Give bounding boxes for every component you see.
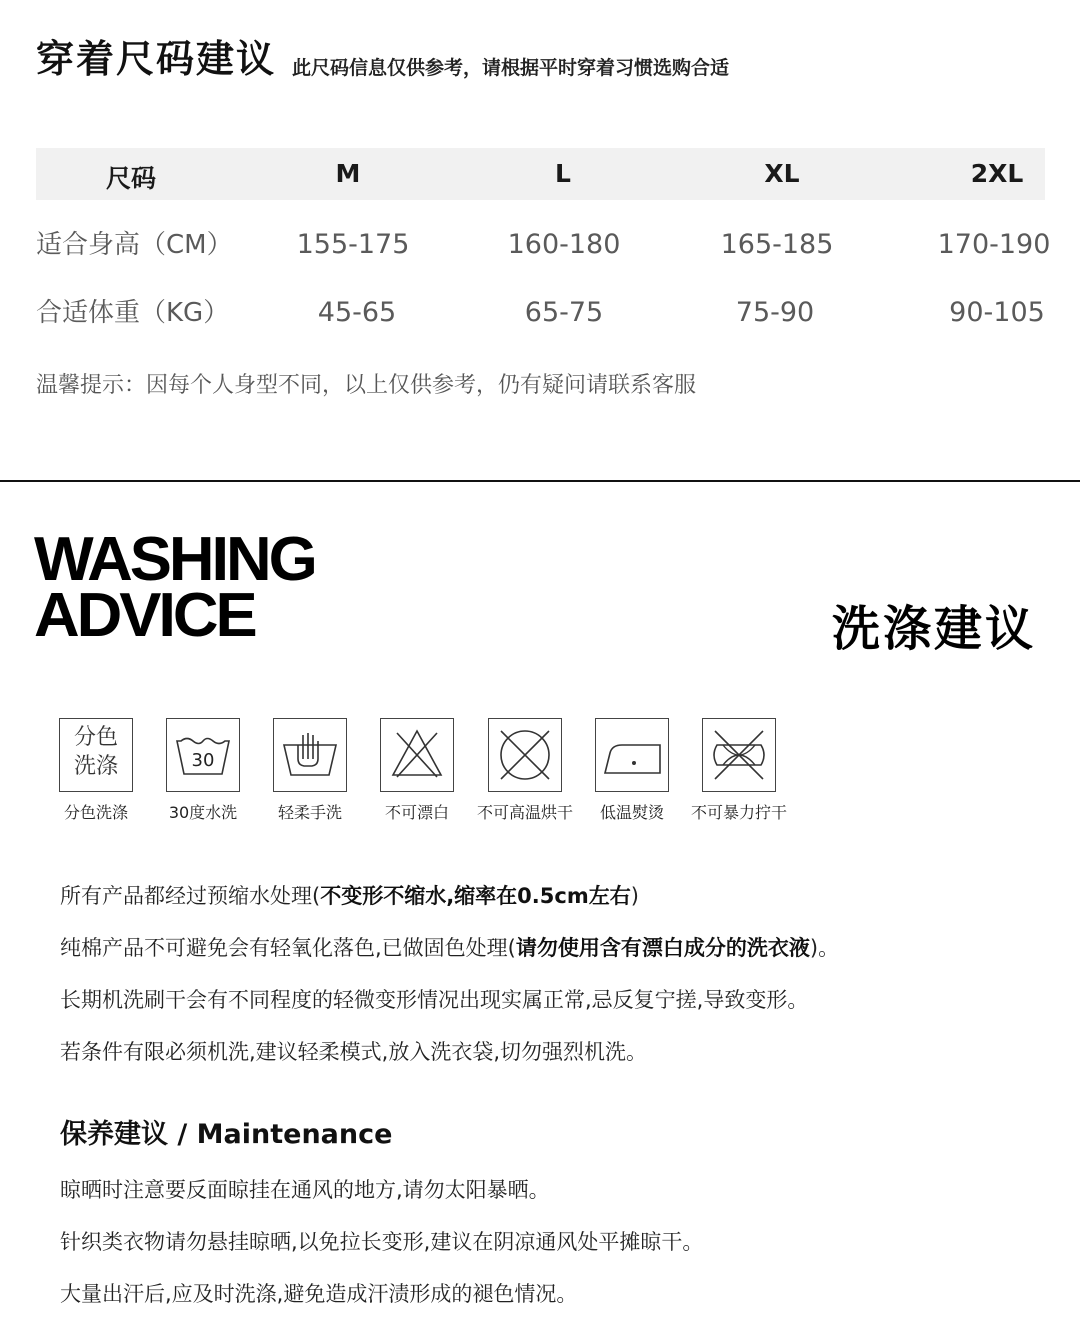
low-iron-icon bbox=[595, 718, 669, 792]
weight-m: 45-65 bbox=[317, 297, 397, 328]
section-divider bbox=[0, 480, 1080, 482]
care-label-no-wring: 不可暴力拧干 bbox=[690, 803, 787, 822]
maintenance-line-2: 针织类衣物请勿悬挂晾晒,以免拉长变形,建议在阴凉通风处平摊晾干。 bbox=[60, 1230, 704, 1254]
height-row-label: 适合身高（CM） bbox=[36, 230, 233, 260]
maintenance-title: 保养建议 / Maintenance bbox=[60, 1119, 393, 1150]
maintenance-line-3: 大量出汗后,应及时洗涤,避免造成汗渍形成的褪色情况。 bbox=[60, 1282, 578, 1306]
size-section-title: 穿着尺码建议 bbox=[36, 37, 277, 81]
wash-paragraph-2: 纯棉产品不可避免会有轻氧化落色,已做固色处理(请勿使用含有漂白成分的洗衣液)。 bbox=[60, 936, 840, 960]
size-header-xl: XL bbox=[764, 159, 800, 188]
washing-title-en-line2: ADVICE bbox=[34, 581, 255, 650]
weight-l: 65-75 bbox=[524, 297, 604, 328]
weight-xl: 75-90 bbox=[735, 297, 815, 328]
size-header-l: L bbox=[555, 159, 571, 188]
height-xl: 165-185 bbox=[720, 229, 834, 260]
height-l: 160-180 bbox=[507, 229, 621, 260]
care-label-wash-30: 30度水洗 bbox=[168, 803, 238, 822]
care-label-no-tumble-dry: 不可高温烘干 bbox=[476, 803, 573, 822]
size-table-row-weight bbox=[36, 287, 1045, 337]
wash-30-icon bbox=[166, 718, 240, 792]
hand-wash-icon bbox=[273, 718, 347, 792]
size-table-row-height bbox=[36, 219, 1051, 269]
wash-paragraph-3: 长期机洗刷干会有不同程度的轻微变形情况出现实属正常,忌反复宁搓,导致变形。 bbox=[60, 988, 809, 1012]
height-2xl: 170-190 bbox=[937, 229, 1051, 260]
size-header-m: M bbox=[335, 159, 361, 188]
size-tip: 温馨提示：因每个人身型不同，以上仅供参考，仍有疑问请联系客服 bbox=[36, 373, 697, 398]
wash-30-icon-text: 30 bbox=[191, 750, 215, 771]
maintenance-line-1: 晾晒时注意要反面晾挂在通风的地方,请勿太阳暴晒。 bbox=[60, 1178, 550, 1202]
no-wring-icon bbox=[702, 718, 776, 792]
wash-paragraph-1: 所有产品都经过预缩水处理(不变形不缩水,缩率在0.5cm左右) bbox=[60, 884, 639, 908]
size-table-header-row bbox=[36, 148, 1045, 200]
no-tumble-dry-icon bbox=[488, 718, 562, 792]
weight-row-label: 合适体重（KG） bbox=[36, 298, 230, 328]
washing-title-cn: 洗涤建议 bbox=[832, 601, 1037, 657]
wash-paragraph-4: 若条件有限必须机洗,建议轻柔模式,放入洗衣袋,切勿强烈机洗。 bbox=[60, 1040, 648, 1064]
height-m: 155-175 bbox=[296, 229, 410, 260]
size-table bbox=[36, 148, 1051, 337]
separate-color-icon-text-1: 分色 bbox=[73, 725, 118, 750]
washing-title-en bbox=[34, 525, 315, 650]
separate-color-icon-text-2: 洗涤 bbox=[73, 754, 118, 779]
care-label-separate-color: 分色洗涤 bbox=[63, 803, 128, 822]
size-header-2xl: 2XL bbox=[970, 159, 1024, 188]
size-section-subtitle: 此尺码信息仅供参考，请根据平时穿着习惯选购合适 bbox=[292, 57, 730, 79]
separate-color-icon bbox=[59, 718, 133, 792]
washing-title-en-line1: WASHING bbox=[34, 525, 315, 594]
care-label-low-iron: 低温熨烫 bbox=[599, 803, 664, 822]
weight-2xl: 90-105 bbox=[949, 297, 1045, 328]
care-label-hand-wash: 轻柔手洗 bbox=[277, 803, 342, 822]
care-label-no-bleach: 不可漂白 bbox=[384, 803, 449, 822]
size-header-label: 尺码 bbox=[106, 164, 157, 193]
no-bleach-icon bbox=[380, 718, 454, 792]
